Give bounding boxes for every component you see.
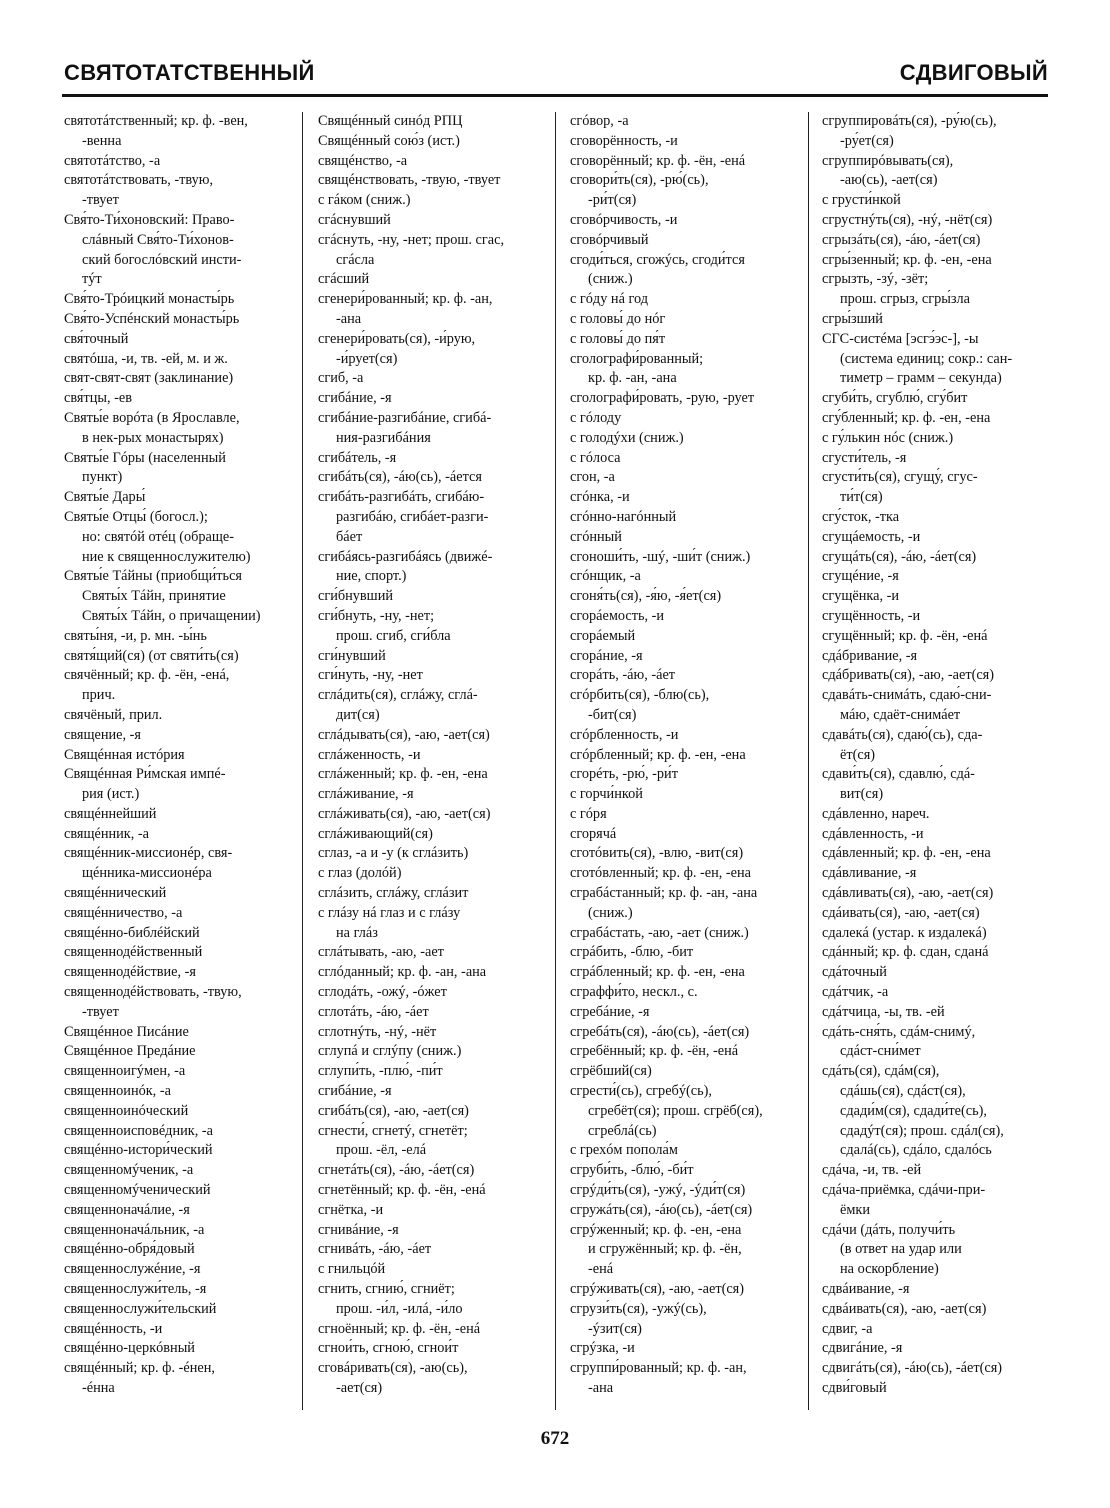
dictionary-entry: сгиб, -а [318,370,364,387]
entry-continuation: -енá [588,1261,614,1278]
dictionary-entry: сграбáстанный; кр. ф. -ан, -ана [570,885,758,902]
column-4 [822,112,1056,1399]
dictionary-entry: сдáвленность, -и [822,825,924,842]
dictionary-entry: сгибáние, -я [318,390,392,407]
dictionary-entry: сгóнный [570,528,622,545]
dictionary-entry: сглупи́ть, -плю́, -пи́т [318,1063,443,1080]
dictionary-entry: свящéннейший [64,805,157,822]
dictionary-entry: сготóвить(ся), -влю, -вит(ся) [570,845,744,862]
entry-continuation: дит(ся) [336,706,380,723]
dictionary-entry: свящéнность, -и [64,1320,163,1337]
entry-continuation: в нек-рых монастырях) [82,429,224,446]
dictionary-entry: сглóданный; кр. ф. -ан, -ана [318,964,487,981]
dictionary-entry: священнодéйствие, -я [64,964,196,981]
entry-continuation: тýт [82,271,102,288]
dictionary-entry: свящéннический [64,885,167,902]
dictionary-entry: сгорáемость, -и [570,607,665,624]
entry-continuation: сдадýт(ся); прош. сдáл(ся), [840,1122,1004,1139]
dictionary-entry: сгры́зенный; кр. ф. -ен, -ена [822,251,992,268]
dictionary-entry: сгóнщик, -а [570,568,641,585]
dictionary-entry: сгрýди́ть(ся), -ужý, -ýди́т(ся) [570,1182,746,1199]
dictionary-entry: сгорáемый [570,627,636,644]
entry-continuation: на оскорбление) [840,1261,939,1278]
header-rule [62,94,1048,97]
entry-continuation: тиметр – грамм – секунда) [840,370,1002,387]
dictionary-entry: с гóлоса [570,449,621,466]
entry-continuation: -и́рует(ся) [336,350,398,367]
entry-continuation: (в ответ на удар или [840,1241,962,1258]
dictionary-entry: сгрести́(сь), сгребý(сь), [570,1083,712,1100]
dictionary-entry: сгнивáние, -я [318,1221,399,1238]
dictionary-entry: святотáтство, -а [64,152,161,169]
entry-continuation: -ýзит(ся) [588,1320,642,1337]
dictionary-entry: сдáча, -и, тв. -ей [822,1162,922,1179]
page-number: 672 [540,1428,570,1449]
dictionary-entry: сгрёбший(ся) [570,1063,652,1080]
dictionary-entry: сгруппи́рованный; кр. ф. -ан, [570,1360,747,1377]
dictionary-entry: сгибáясь-разгибáясь (движé- [318,548,493,565]
dictionary-entry: сгóнно-нагóнный [570,508,677,525]
dictionary-entry: сгусти́ть(ся), сгущу́, сгус- [822,469,978,486]
dictionary-entry: сдáча-приёмка, сдáчи-при- [822,1182,986,1199]
entry-continuation: (сниж.) [588,904,633,921]
dictionary-entry: Святы́е Тáйны (приобщи́ться [64,568,242,585]
entry-continuation: сдáшь(ся), сдáст(ся), [840,1083,966,1100]
left-guide-word: СВЯТОТАТСТВЕННЫЙ [64,60,315,85]
dictionary-entry: Свя́то-Ти́хоновский: Право- [64,211,235,228]
dictionary-entry: сдвиг, -а [822,1320,873,1337]
dictionary-entry: Святы́е Отцы́ (богосл.); [64,508,208,525]
dictionary-entry: священноинóк, -а [64,1083,171,1100]
entry-continuation: -ру́ет(ся) [840,132,894,149]
dictionary-entry: сдвáивание, -я [822,1281,910,1298]
dictionary-entry: сдáвленно, нареч. [822,805,930,822]
dictionary-entry: сгáсший [318,271,370,288]
dictionary-entry: сгрáбленный; кр. ф. -ен, -ена [570,964,745,981]
dictionary-entry: сгнить, сгнию́, сгниёт; [318,1281,455,1298]
entry-continuation: -венна [82,132,122,149]
dictionary-entry: сдалекá (устар. к издалекá) [822,924,987,941]
dictionary-entry: сгрызáть(ся), -áю, -áет(ся) [822,231,981,248]
dictionary-entry: сгибáть-разгибáть, сгибáю- [318,489,485,506]
dictionary-entry: сгуби́ть, сгублю́, сгу́бит [822,390,968,407]
dictionary-entry: сдáбривание, -я [822,647,918,664]
entry-continuation: сдади́м(ся), сдади́те(сь), [840,1102,987,1119]
entry-continuation: кр. ф. -ан, -ана [588,370,677,387]
dictionary-entry: сглáживать(ся), -аю, -ает(ся) [318,805,491,822]
dictionary-entry: Святы́е ворóта (в Ярославле, [64,409,240,426]
dictionary-entry: сглáженный; кр. ф. -ен, -ена [318,766,488,783]
dictionary-entry: священномýченический [64,1182,211,1199]
dictionary-entry: с гу́лькин нóс (сниж.) [822,429,954,446]
dictionary-entry: священнодéйственный [64,944,203,961]
dictionary-entry: сгибáть(ся), -аю, -ает(ся) [318,1102,469,1119]
dictionary-entry: сгущáть(ся), -áю, -áет(ся) [822,548,977,565]
dictionary-entry: сгенери́ровать(ся), -и́рую, [318,330,476,347]
entry-continuation: (система единиц; сокр.: сан- [840,350,1013,367]
dictionary-entry: сдáть-сня́ть, сдáм-снимý, [822,1023,976,1040]
dictionary-entry: с головы́ до пя́т [570,330,666,347]
dictionary-entry: сдáточный [822,964,887,981]
dictionary-entry: сгущённый; кр. ф. -ён, -енá [822,627,988,644]
entry-continuation: -éнна [82,1380,115,1396]
dictionary-entry: сгнои́ть, сгною́, сгнои́т [318,1340,459,1357]
dictionary-entry: сгоня́ть(ся), -я́ю, -я́ет(ся) [570,588,722,605]
dictionary-entry: сги́нувший [318,647,386,664]
entry-continuation: пункт) [82,469,123,486]
dictionary-entry: Свя́то-Трóицкий монасты́рь [64,291,235,308]
dictionary-entry: сгóрбленный; кр. ф. -ен, -ена [570,746,746,763]
dictionary-entry: с глáзу нá глаз и с глáзу [318,904,461,921]
dictionary-entry: с гóду нá год [570,291,649,308]
dictionary-entry: свящéнно-библéйский [64,924,200,941]
column-2 [318,112,552,1399]
entry-continuation: сдалá(сь), сдáло, сдалóсь [840,1142,992,1159]
dictionary-entry: сгóвор, -а [570,113,629,129]
dictionary-entry: сгóрбленность, -и [570,726,679,743]
entry-continuation: прич. [82,687,116,704]
dictionary-entry: священномýченик, -а [64,1162,194,1179]
dictionary-entry: сглáзить, сглáжу, сглáзит [318,885,469,902]
dictionary-entry: сгрызть, -зý, -зёт; [822,271,929,288]
entry-continuation: бáет [336,528,363,545]
dictionary-entry: священноигýмен, -а [64,1063,186,1080]
dictionary-entry: сговóрчивый [570,231,649,248]
dictionary-entry: сгнетáть(ся), -áю, -áет(ся) [318,1162,475,1179]
right-guide-word: СДВИГОВЫЙ [899,60,1048,85]
entry-continuation: щéнника-миссионéра [82,865,212,882]
column-3 [570,112,804,1399]
dictionary-entry: сголографи́рованный; [570,350,704,367]
entry-continuation: -бит(ся) [588,706,637,723]
dictionary-entry: сгруппировáть(ся), -ру́ю(сь), [822,113,997,129]
dictionary-entry: Свящéнное Предáние [64,1043,196,1060]
dictionary-entry: Свя́то-Успéнский монасты́рь [64,310,240,327]
dictionary-entry: сдвигáние, -я [822,1340,903,1357]
entry-continuation: сдáст-сни́мет [840,1043,921,1060]
dictionary-entry: сгорéть, -рю́, -ри́т [570,766,678,783]
dictionary-entry: сгон, -а [570,469,615,486]
entry-continuation: сгреблá(сь) [588,1122,657,1139]
dictionary-entry: с грусти́нкой [822,192,901,209]
dictionary-entry: сговáривать(ся), -аю(сь), [318,1360,468,1377]
dictionary-entry: святотáтствовать, -твую, [64,172,214,189]
dictionary-entry: сготóвленный; кр. ф. -ен, -ена [570,865,752,882]
dictionary-entry: священие, -я [64,726,141,743]
entry-continuation: -ана [336,310,362,327]
dictionary-entry: свящéнно-церкóвный [64,1340,195,1357]
entry-continuation: вит(ся) [840,786,884,803]
dictionary-entry: священнослужи́тельский [64,1300,217,1317]
entry-continuation: ти́т(ся) [840,489,883,506]
dictionary-entry: сдáвливание, -я [822,865,917,882]
dictionary-entry: свящéнно-обря́довый [64,1241,195,1258]
dictionary-entry: сдавáть(ся), сдаю́(сь), сда- [822,726,983,743]
dictionary-entry: с гóря [570,805,607,822]
entry-continuation: сгáсла [336,251,375,268]
dictionary-entry: сгóнка, -и [570,489,630,506]
dictionary-entry: с гнильцóй [318,1261,386,1278]
column-1 [64,112,298,1399]
entry-continuation: -твует [82,192,119,209]
entry-continuation: разгибáю, сгибáет-разги- [336,508,489,525]
dictionary-entry: Святы́е Гóры (населенный [64,449,226,466]
dictionary-entry: сглотнýть, -нý, -нёт [318,1023,437,1040]
dictionary-entry: сдвáивать(ся), -аю, -ает(ся) [822,1300,987,1317]
dictionary-entry: сгруппирóвывать(ся), [822,152,954,169]
dictionary-entry: сгибáтель, -я [318,449,397,466]
entry-continuation: прош. -и́л, -илá, -и́ло [336,1300,463,1317]
dictionary-entry: сгнетённый; кр. ф. -ён, -енá [318,1182,486,1199]
dictionary-entry: сгребённый; кр. ф. -ён, -енá [570,1043,739,1060]
entry-continuation: ние, спорт.) [336,568,407,585]
dictionary-entry: сдви́говый [822,1380,887,1396]
dictionary-entry: Святы́е Дары́ [64,489,146,506]
dictionary-entry: сглотáть, -áю, -áет [318,1003,429,1020]
dictionary-entry: сглáдить(ся), сглáжу, сглá- [318,687,478,704]
dictionary-entry: сдави́ть(ся), сдавлю́, сдá- [822,766,975,783]
dictionary-entry: сгущéние, -я [822,568,899,585]
dictionary-entry: священноначáльник, -а [64,1221,205,1238]
dictionary-entry: сгнивáть, -áю, -áет [318,1241,432,1258]
dictionary-entry: священнослужéние, -я [64,1261,201,1278]
entry-continuation: ский богослóвский инсти- [82,251,242,268]
entry-continuation: сгребёт(ся); прош. сгрёб(ся), [588,1102,763,1119]
dictionary-entry: сдáвливать(ся), -аю, -ает(ся) [822,885,994,902]
dictionary-entry: сги́нуть, -ну, -нет [318,667,423,684]
dictionary-entry: сгущённость, -и [822,607,921,624]
dictionary-entry: сгрýзка, -и [570,1340,635,1357]
dictionary-entry: сдáивать(ся), -аю, -ает(ся) [822,904,980,921]
dictionary-entry: сгрýживать(ся), -аю, -ает(ся) [570,1281,745,1298]
dictionary-entry: свят-свят-свят (заклинание) [64,370,234,387]
dictionary-entry: сгорáть, -áю, -áет [570,667,676,684]
dictionary-entry: сглáженность, -и [318,746,421,763]
dictionary-entry: сгружáть(ся), -áю(сь), -áет(ся) [570,1201,753,1218]
dictionary-entry: свящéнничество, -а [64,904,183,921]
dictionary-entry: сгибáть(ся), -áю(сь), -áется [318,469,482,486]
dictionary-entry: сгенери́рованный; кр. ф. -ан, [318,291,493,308]
dictionary-entry: сгоноши́ть, -шý, -ши́т (сниж.) [570,548,751,565]
column-divider [302,112,303,1410]
dictionary-entry: сгребáние, -я [570,1003,650,1020]
dictionary-entry: свя́точный [64,330,129,347]
dictionary-entry: священноисповéдник, -а [64,1122,213,1139]
entry-continuation: и сгружённый; кр. ф. -ён, [588,1241,742,1258]
dictionary-entry: сдáвленный; кр. ф. -ен, -ена [822,845,991,862]
entry-continuation: прош. сгрыз, сгры́зла [840,291,970,308]
dictionary-entry: сгнести́, сгнетý, сгнетёт; [318,1122,468,1139]
dictionary-entry: сгущáемость, -и [822,528,921,545]
dictionary-entry: святóша, -и, тв. -ей, м. и ж. [64,350,228,367]
entry-continuation: -аю(сь), -ает(ся) [840,172,938,189]
dictionary-entry: святя́щий(ся) (от святи́ть(ся) [64,647,239,664]
entry-continuation: мáю, сдаёт-снимáет [840,706,961,723]
dictionary-entry: сгу́сток, -тка [822,508,900,525]
dictionary-entry: сглаз, -а и -у (к сглáзить) [318,845,469,862]
dictionary-entry: сдвигáть(ся), -áю(сь), -áет(ся) [822,1360,1003,1377]
dictionary-entry: сговóрчивость, -и [570,211,678,228]
dictionary-entry: Свящéнный сою́з (ист.) [318,132,460,149]
dictionary-entry: с гáком (сниж.) [318,192,411,209]
dictionary-entry: сгрáбить, -блю, -бит [570,944,694,961]
dictionary-entry: священнослужи́тель, -я [64,1281,207,1298]
dictionary-entry: сгорячá [570,825,617,842]
dictionary-entry: сгрустнýть(ся), -нý, -нёт(ся) [822,211,993,228]
entry-continuation: ёмки [840,1201,870,1218]
dictionary-entry: сговори́ть(ся), -рю́(сь), [570,172,709,189]
dictionary-entry: сги́бнувший [318,588,393,605]
dictionary-entry: сговорённость, -и [570,132,678,149]
dictionary-entry: с гóлоду [570,409,622,426]
dictionary-entry: сглáтывать, -аю, -ает [318,944,444,961]
entry-continuation: ёт(ся) [840,746,876,763]
dictionary-entry: свящéнно-истори́ческий [64,1142,213,1159]
dictionary-entry: сгрузи́ть(ся), -ужý(сь), [570,1300,707,1317]
dictionary-entry: свячённый; кр. ф. -ён, -енá, [64,667,230,684]
column-divider [555,112,556,1410]
dictionary-entry: сгусти́тель, -я [822,449,907,466]
entry-continuation: -ает(ся) [336,1380,383,1396]
dictionary-entry: сдáть(ся), сдáм(ся), [822,1063,940,1080]
dictionary-entry: сгруби́ть, -блю́, -би́т [570,1162,694,1179]
entry-continuation: слáвный Свя́то-Ти́хонов- [82,231,234,248]
entry-continuation: -ана [588,1380,614,1396]
dictionary-entry: свящéнствовать, -твую, -твует [318,172,501,189]
dictionary-entry: сглупá и сглýпу (сниж.) [318,1043,462,1060]
dictionary-entry: сглáживание, -я [318,786,414,803]
dictionary-entry: сговорённый; кр. ф. -ён, -енá [570,152,746,169]
dictionary-entry: сгáснувший [318,211,391,228]
entry-continuation: прош. -ёл, -елá [336,1142,427,1159]
dictionary-entry: сгноённый; кр. ф. -ён, -енá [318,1320,481,1337]
dictionary-entry: с грехóм попола́м [570,1142,678,1159]
dictionary-entry: сгу́бленный; кр. ф. -ен, -ена [822,409,991,426]
dictionary-entry: свящéнный; кр. ф. -éнен, [64,1360,215,1377]
dictionary-entry: сгóрбить(ся), -блю(сь), [570,687,710,704]
dictionary-entry: сдáтчица, -ы, тв. -ей [822,1003,945,1020]
dictionary-entry: сдáбривать(ся), -аю, -ает(ся) [822,667,995,684]
entry-continuation: -твует [82,1003,119,1020]
dictionary-entry: священноначáлие, -я [64,1201,190,1218]
dictionary-entry: сгорáние, -я [570,647,643,664]
dictionary-entry: сгрýженный; кр. ф. -ен, -ена [570,1221,742,1238]
dictionary-entry: свячёный, прил. [64,706,163,723]
dictionary-entry: свя́тцы, -ев [64,390,132,407]
dictionary-entry: священнодéйствовать, -твую, [64,984,242,1001]
entry-continuation: ние к священнослужителю) [82,548,251,565]
dictionary-entry: сгры́зший [822,310,883,327]
dictionary-entry: сграффи́то, нескл., с. [570,984,698,1001]
entry-continuation: рия (ист.) [82,786,140,803]
entry-continuation: прош. сгиб, сги́бла [336,627,451,644]
dictionary-entry: сдáнный; кр. ф. сдан, сданá [822,944,989,961]
dictionary-entry: священноинóческий [64,1102,189,1119]
entry-continuation: но: святóй отéц (обраще- [82,528,235,545]
dictionary-entry: сги́бнуть, -ну, -нет; [318,607,435,624]
page-header [64,60,1048,94]
dictionary-entry: сдáчи (дáть, получи́ть [822,1221,956,1238]
column-divider [808,112,809,1410]
dictionary-entry: сгоди́ться, сгожýсь, сгоди́тся [570,251,745,268]
dictionary-entry: сгребáть(ся), -áю(сь), -áет(ся) [570,1023,750,1040]
dictionary-entry: сдавáть-снимáть, сдаю́-сни- [822,687,992,704]
dictionary-entry: сграбáстать, -аю, -ает (сниж.) [570,924,749,941]
dictionary-entry: Свящéнная истóрия [64,746,185,763]
dictionary-entry: сголографи́ровать, -рую, -рует [570,390,755,407]
entry-continuation: ния-разгибáния [336,429,431,446]
dictionary-entry: сгнётка, -и [318,1201,384,1218]
dictionary-entry: сгáснуть, -ну, -нет; прош. сгас, [318,231,505,248]
dictionary-entry: Свящéнная Ри́мская импé- [64,766,226,783]
dictionary-entry: Свящéнный синóд РПЦ [318,113,463,129]
dictionary-entry: сглáживающий(ся) [318,825,433,842]
dictionary-entry: свящéнство, -а [318,152,408,169]
dictionary-entry: СГС-систéма [эсгэ́эс-], -ы [822,330,979,347]
dictionary-entry: святы́ня, -и, р. мн. -ы́нь [64,627,207,644]
dictionary-entry: с головы́ до нóг [570,310,666,327]
entry-continuation: на глáз [336,924,378,941]
entry-continuation: Святы́х Тáйн, о причащении) [82,607,261,624]
dictionary-entry: свящéнник, -а [64,825,149,842]
dictionary-entry: с глаз (долóй) [318,865,402,882]
dictionary-entry: сглáдывать(ся), -аю, -ает(ся) [318,726,490,743]
entry-continuation: (сниж.) [588,271,633,288]
dictionary-entry: сгущёнка, -и [822,588,899,605]
dictionary-entry: сгибáние, -я [318,1083,392,1100]
dictionary-entry: святотáтственный; кр. ф. -вен, [64,113,248,129]
dictionary-entry: Свящéнное Писáние [64,1023,189,1040]
dictionary-entry: свящéнник-миссионéр, свя- [64,845,233,862]
entry-continuation: Святы́х Тáйн, принятие [82,588,226,605]
dictionary-entry: сглодáть, -ожý, -óжет [318,984,447,1001]
entry-continuation: -ри́т(ся) [588,192,637,209]
dictionary-entry: сдáтчик, -а [822,984,889,1001]
dictionary-entry: с горчи́нкой [570,786,643,803]
dictionary-entry: сгибáние-разгибáние, сгибá- [318,409,492,426]
dictionary-entry: с голодýхи (сниж.) [570,429,684,446]
